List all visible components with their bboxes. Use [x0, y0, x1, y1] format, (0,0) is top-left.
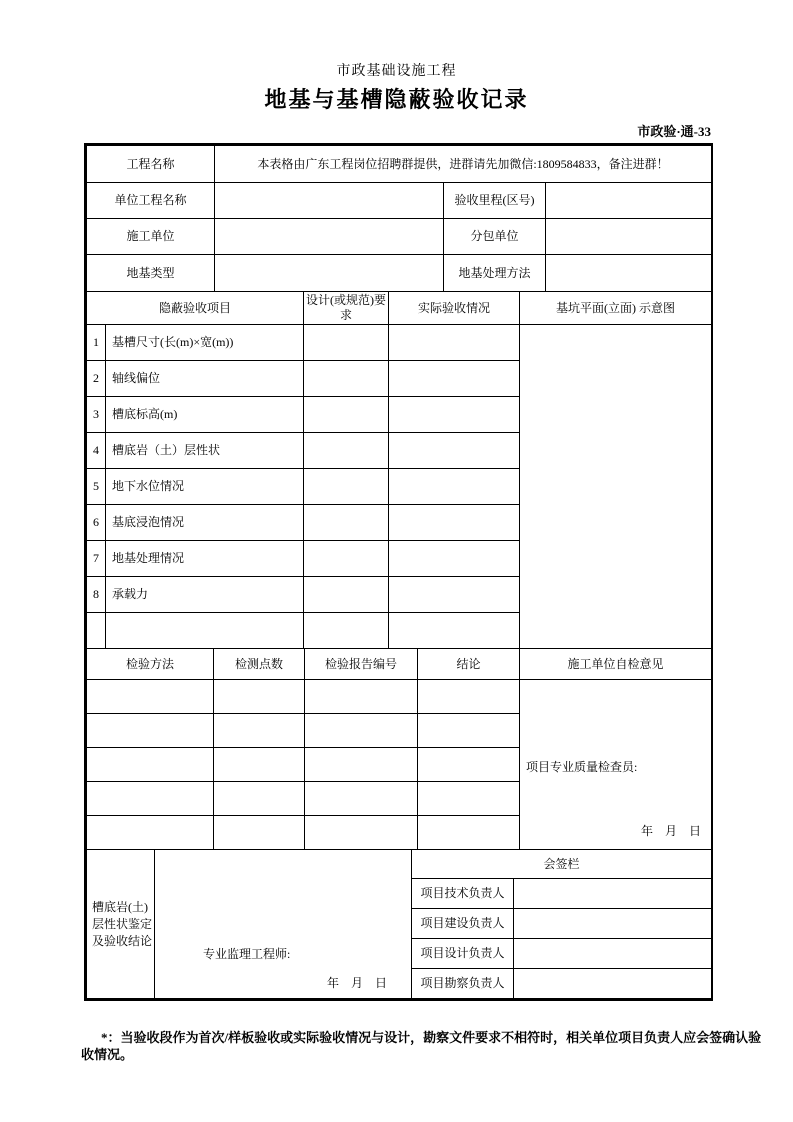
item-no: 2 — [87, 361, 106, 397]
points-value[interactable] — [214, 680, 305, 714]
method-value[interactable] — [87, 782, 214, 816]
item-name: 地下水位情况 — [106, 469, 304, 505]
item-name: 基槽尺寸(长(m)×宽(m)) — [106, 325, 304, 361]
item-actual-value[interactable] — [389, 577, 520, 613]
item-design-value[interactable] — [304, 433, 389, 469]
item-actual-value[interactable] — [389, 325, 520, 361]
foundation-type-label: 地基类型 — [87, 255, 215, 292]
item-no: 3 — [87, 397, 106, 433]
contractor-value[interactable] — [215, 219, 444, 255]
item-design-value[interactable] — [304, 361, 389, 397]
signer-label: 项目建设负责人 — [412, 909, 514, 939]
treatment-method-label: 地基处理方法 — [444, 255, 546, 292]
table-header-row — [87, 292, 712, 325]
item-actual-value[interactable] — [389, 397, 520, 433]
item-actual-value[interactable] — [389, 469, 520, 505]
report-no-value[interactable] — [305, 748, 418, 782]
form-table — [84, 143, 713, 1001]
item-actual-value[interactable] — [389, 541, 520, 577]
item-name: 承载力 — [106, 577, 304, 613]
col-header-points: 检测点数 — [214, 649, 305, 680]
item-design-value[interactable] — [304, 505, 389, 541]
doc-subtitle: 市政基础设施工程 — [336, 64, 457, 79]
project-name-value[interactable]: 本表格由广东工程岗位招聘群提供，进群请先加微信:1809584833，备注进群！ — [215, 146, 712, 183]
signer-label: 项目技术负责人 — [412, 879, 514, 909]
method-value[interactable] — [87, 816, 214, 850]
signer-label: 项目设计负责人 — [412, 939, 514, 969]
table-header-row — [87, 649, 712, 680]
item-no: 8 — [87, 577, 106, 613]
report-no-value[interactable] — [305, 782, 418, 816]
item-name: 轴线偏位 — [106, 361, 304, 397]
countersign-title: 会签栏 — [412, 850, 712, 879]
col-header-design: 设计(或规范)要求 — [304, 292, 389, 325]
footnote: *：当验收段作为首次/样板验收或实际验收情况与设计，勘察文件要求不相符时，相关单位项目负责人应会签确认验收情况。 — [81, 1030, 762, 1062]
item-no: 4 — [87, 433, 106, 469]
conclusion-value[interactable] — [418, 816, 520, 850]
method-value[interactable] — [87, 748, 214, 782]
sketch-area[interactable] — [520, 325, 712, 649]
signer-value[interactable] — [514, 909, 712, 939]
item-row — [87, 325, 712, 361]
col-header-selfcheck: 施工单位自检意见 — [520, 649, 712, 680]
inspection-row — [87, 680, 712, 714]
col-header-actual: 实际验收情况 — [389, 292, 520, 325]
item-actual-value[interactable] — [389, 505, 520, 541]
item-name: 槽底标高(m) — [106, 397, 304, 433]
item-name[interactable] — [106, 613, 304, 649]
table-row — [87, 255, 712, 292]
report-no-value[interactable] — [305, 714, 418, 748]
unit-project-value[interactable] — [215, 183, 444, 219]
item-design-value[interactable] — [304, 469, 389, 505]
item-actual-value[interactable] — [389, 361, 520, 397]
form-code: 市政验·通-33 — [637, 124, 711, 139]
unit-project-label: 单位工程名称 — [87, 183, 215, 219]
points-value[interactable] — [214, 782, 305, 816]
report-no-value[interactable] — [305, 816, 418, 850]
item-design-value[interactable] — [304, 325, 389, 361]
project-name-label: 工程名称 — [87, 146, 215, 183]
supervisor-area[interactable] — [155, 850, 412, 999]
doc-title: 地基与基槽隐蔽验收记录 — [264, 87, 529, 112]
item-design-value[interactable] — [304, 577, 389, 613]
col-header-report: 检验报告编号 — [305, 649, 418, 680]
item-no: 5 — [87, 469, 106, 505]
report-no-value[interactable] — [305, 680, 418, 714]
inspector-date-label: 年 月 日 — [640, 824, 701, 838]
method-value[interactable] — [87, 714, 214, 748]
item-design-value[interactable] — [304, 397, 389, 433]
inspection-table — [86, 648, 712, 850]
supervisor-date-label: 年 月 日 — [326, 976, 387, 990]
item-actual-value[interactable] — [389, 613, 520, 649]
conclusion-left-label — [87, 850, 155, 999]
points-value[interactable] — [214, 748, 305, 782]
item-name: 地基处理情况 — [106, 541, 304, 577]
item-no: 6 — [87, 505, 106, 541]
item-name: 基底浸泡情况 — [106, 505, 304, 541]
conclusion-value[interactable] — [418, 748, 520, 782]
table-row — [87, 850, 712, 879]
item-actual-value[interactable] — [389, 433, 520, 469]
col-header-sketch: 基坑平面(立面) 示意图 — [520, 292, 712, 325]
col-header-item: 隐蔽验收项目 — [87, 292, 304, 325]
table-row — [87, 219, 712, 255]
mileage-value[interactable] — [546, 183, 712, 219]
col-header-conclusion: 结论 — [418, 649, 520, 680]
conclusion-left-line: 槽底岩(土) — [92, 899, 148, 914]
supervisor-label: 专业监理工程师: — [203, 947, 291, 961]
signer-value[interactable] — [514, 969, 712, 999]
info-table — [86, 145, 712, 292]
conclusion-left-line: 及验收结论 — [92, 933, 153, 948]
inspector-label: 项目专业质量检查员: — [526, 760, 638, 774]
conclusion-left-line: 层性状鉴定 — [92, 916, 153, 931]
items-table — [86, 291, 712, 649]
treatment-method-value[interactable] — [546, 255, 712, 292]
item-design-value[interactable] — [304, 541, 389, 577]
subcontractor-value[interactable] — [546, 219, 712, 255]
signer-value[interactable] — [514, 879, 712, 909]
item-no — [87, 613, 106, 649]
contractor-label: 施工单位 — [87, 219, 215, 255]
method-value[interactable] — [87, 680, 214, 714]
item-design-value[interactable] — [304, 613, 389, 649]
col-header-method: 检验方法 — [87, 649, 214, 680]
points-value[interactable] — [214, 714, 305, 748]
item-no: 7 — [87, 541, 106, 577]
mileage-label: 验收里程(区号) — [444, 183, 546, 219]
table-row — [87, 146, 712, 183]
signer-label: 项目勘察负责人 — [412, 969, 514, 999]
item-name: 槽底岩（土）层性状 — [106, 433, 304, 469]
conclusion-value[interactable] — [418, 680, 520, 714]
foundation-type-value[interactable] — [215, 255, 444, 292]
selfcheck-area[interactable] — [520, 680, 712, 850]
table-row — [87, 183, 712, 219]
conclusion-value[interactable] — [418, 714, 520, 748]
conclusion-table — [86, 849, 712, 999]
conclusion-value[interactable] — [418, 782, 520, 816]
subcontractor-label: 分包单位 — [444, 219, 546, 255]
signer-value[interactable] — [514, 939, 712, 969]
points-value[interactable] — [214, 816, 305, 850]
item-no: 1 — [87, 325, 106, 361]
